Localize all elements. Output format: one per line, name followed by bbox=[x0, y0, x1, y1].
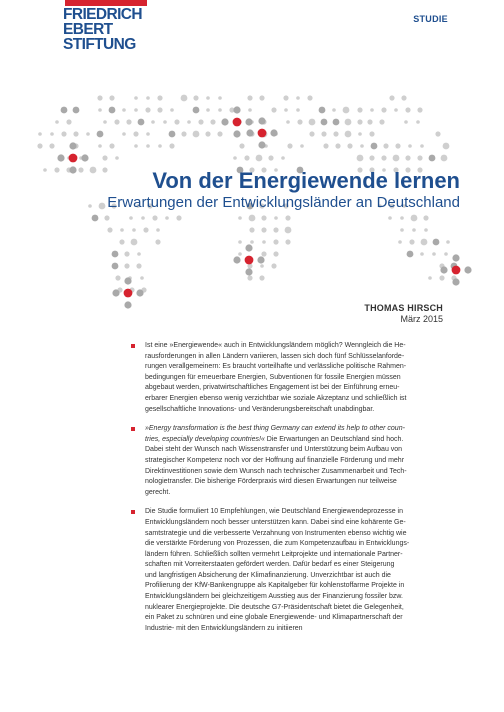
map-dot bbox=[112, 251, 119, 258]
bullet-square-icon bbox=[131, 510, 135, 514]
summary-bullets bbox=[131, 341, 444, 643]
map-dot bbox=[146, 144, 150, 148]
map-dot-highlight bbox=[136, 289, 143, 296]
map-dot bbox=[73, 131, 78, 136]
map-dot bbox=[181, 95, 188, 102]
map-dot bbox=[271, 263, 276, 268]
page-title: Von der Energiewende lernen bbox=[152, 168, 460, 193]
map-dot bbox=[247, 95, 252, 100]
bullet-square-icon bbox=[131, 427, 135, 431]
map-dot bbox=[97, 95, 102, 100]
map-dot bbox=[441, 155, 448, 162]
map-dot bbox=[307, 95, 312, 100]
map-dot bbox=[411, 215, 418, 222]
bullet-text: Ist eine »Energiewende« auch in Entwicklungsländern möglich? Wenngleich die He- rausforderungen in allen Ländern variieren, lassen sich doch fünf Schlüsselanforde- rungen verallgemeinern: Es braucht vorteilhafte und verlässliche politische Rahmen- bedingungen für erneuerbare Energien, Subventionen für fossile Energien müssen abgebaut werden, privatwirtschaftliches Engagement ist bei der Einführung erneu- erbarer Energien ebenso wenig verzichtbar wie soziale Akzeptanz und schließlich ist gesellschaftliche Innovations- und Veränderungsbereitschaft unabdingbar. bbox=[145, 342, 407, 413]
map-dot bbox=[417, 107, 422, 112]
map-dot bbox=[131, 239, 138, 246]
map-dot bbox=[146, 96, 150, 100]
map-dot-highlight bbox=[245, 118, 252, 125]
map-dot bbox=[285, 239, 290, 244]
map-dot bbox=[136, 263, 141, 268]
map-dot bbox=[357, 107, 362, 112]
map-dot bbox=[193, 95, 198, 100]
map-dot-highlight bbox=[112, 289, 119, 296]
map-dot-highlight bbox=[69, 142, 76, 149]
map-dot bbox=[261, 251, 266, 256]
map-dot bbox=[92, 215, 99, 222]
map-dot bbox=[143, 227, 148, 232]
map-dot bbox=[259, 275, 264, 280]
map-dot bbox=[157, 107, 162, 112]
map-dot-red bbox=[258, 129, 267, 138]
map-dot bbox=[439, 275, 444, 280]
map-dot bbox=[296, 96, 300, 100]
map-dot-red bbox=[124, 289, 133, 298]
logo-line-3: STIFTUNG bbox=[63, 36, 136, 53]
map-dot bbox=[250, 240, 254, 244]
map-dot bbox=[321, 119, 328, 126]
map-dot bbox=[155, 239, 160, 244]
map-dot bbox=[114, 119, 119, 124]
bullet-text: Die Studie formuliert 10 Empfehlungen, wie Deutschland Energiewendeprozesse in Entwicklungsländern noch besser unterstützen kann. Dabei sind eine kohärente Ge- samtstrategie und die verbesserte Verzahnung von Instrumenten ebenso wichtig wie die verstärkte Förderung von Prozessen, die zum Kompetenzaufbau in Entwicklungs- ländern führen. Schließlich sollten vermehrt Leitprojekte und internationale Partner- schaften mit Vorreiterstaaten gefördert werden. Dafür bedarf es einer Steigerung und langfristigen Absicherung der Klimafinanzierung. Unverzichtbar ist auch die Profilierung der KfW-Bankengruppe als Kapitalgeber für kohlenstoffarme Projekte in Entwicklungsländern bei gleichzeitigem Ausstieg aus der Finanzierung fossiler bzw. nuklearer Energieprojekte. Die deutsche G7-Präsidentschaft bietet die Gelegenheit, ein Paket zu schnüren und eine globale Energiewende- und Klimapartnerschaft der Industrie- mit den Entwicklungsländern zu initiieren bbox=[145, 508, 410, 632]
map-dot bbox=[433, 239, 440, 246]
map-dot bbox=[381, 107, 386, 112]
map-dot bbox=[174, 119, 179, 124]
map-dot-highlight bbox=[233, 130, 240, 137]
map-dot bbox=[134, 108, 138, 112]
map-dot bbox=[181, 131, 186, 136]
map-dot bbox=[268, 155, 273, 160]
map-dot bbox=[141, 216, 145, 220]
map-dot bbox=[345, 131, 352, 138]
map-dot bbox=[400, 216, 404, 220]
map-dot bbox=[398, 240, 402, 244]
map-dot bbox=[132, 228, 136, 232]
map-dot bbox=[309, 119, 316, 126]
map-dot bbox=[369, 155, 374, 160]
map-dot-red bbox=[245, 256, 254, 265]
map-dot bbox=[137, 252, 141, 256]
map-dot bbox=[169, 131, 176, 138]
map-dot-highlight bbox=[440, 266, 447, 273]
map-dot bbox=[261, 215, 266, 220]
map-dot bbox=[109, 95, 114, 100]
map-dot bbox=[165, 216, 169, 220]
map-dot bbox=[273, 251, 278, 256]
map-dot bbox=[423, 215, 428, 220]
map-dot bbox=[115, 275, 120, 280]
summary-bullet bbox=[131, 341, 444, 415]
map-dot bbox=[432, 252, 436, 256]
map-dot bbox=[138, 119, 145, 126]
map-dot bbox=[408, 144, 412, 148]
map-dot bbox=[134, 144, 138, 148]
map-dot bbox=[151, 120, 155, 124]
map-dot bbox=[158, 144, 162, 148]
publication-date: März 2015 bbox=[400, 314, 443, 324]
map-dot bbox=[61, 107, 68, 114]
map-dot bbox=[335, 143, 340, 148]
map-dot bbox=[321, 131, 326, 136]
map-dot bbox=[107, 227, 112, 232]
map-dot bbox=[389, 95, 394, 100]
map-dot bbox=[343, 107, 350, 114]
map-dot bbox=[50, 132, 54, 136]
logo-line-2: EBERT bbox=[63, 21, 113, 38]
map-dot bbox=[122, 132, 126, 136]
map-dot bbox=[400, 228, 404, 232]
map-dot bbox=[98, 144, 102, 148]
map-dot bbox=[271, 107, 276, 112]
map-dot bbox=[206, 108, 210, 112]
map-dot bbox=[210, 119, 215, 124]
page-subtitle: Erwartungen der Entwicklungsländer an Deutschland bbox=[107, 194, 460, 211]
map-dot bbox=[401, 95, 406, 100]
map-dot bbox=[248, 108, 252, 112]
map-dot bbox=[176, 215, 181, 220]
map-dot-highlight bbox=[270, 129, 277, 136]
map-dot bbox=[104, 215, 109, 220]
map-dot bbox=[109, 107, 116, 114]
map-dot bbox=[444, 252, 448, 256]
map-dot bbox=[286, 120, 290, 124]
map-dot bbox=[435, 131, 440, 136]
map-dot bbox=[124, 263, 129, 268]
map-dot bbox=[405, 155, 410, 160]
map-dot bbox=[218, 96, 222, 100]
map-dot bbox=[205, 131, 210, 136]
map-dot bbox=[217, 131, 222, 136]
map-dot bbox=[347, 143, 352, 148]
map-dot bbox=[405, 107, 410, 112]
map-dot bbox=[287, 143, 292, 148]
map-dot bbox=[122, 108, 126, 112]
map-dot bbox=[285, 227, 292, 234]
map-dot bbox=[383, 143, 388, 148]
map-dot bbox=[247, 275, 252, 280]
bullet-quote: »Energy transformation is the best thing Germany can extend its help to other coun- tries, especially developing countries!« bbox=[145, 425, 405, 443]
map-dot bbox=[409, 239, 414, 244]
map-dot bbox=[61, 131, 66, 136]
map-dot bbox=[109, 143, 114, 148]
map-dot bbox=[404, 120, 408, 124]
map-dot bbox=[169, 143, 174, 148]
map-dot bbox=[393, 155, 400, 162]
map-dot bbox=[420, 252, 424, 256]
map-dot bbox=[119, 239, 124, 244]
map-dot bbox=[260, 264, 264, 268]
map-dot bbox=[443, 143, 450, 150]
map-dot bbox=[371, 143, 378, 150]
map-dot bbox=[170, 108, 174, 112]
map-dot bbox=[370, 108, 374, 112]
map-dot-highlight bbox=[124, 301, 131, 308]
map-dot bbox=[86, 132, 90, 136]
map-dot bbox=[284, 108, 288, 112]
map-dot bbox=[120, 228, 124, 232]
map-dot bbox=[97, 131, 104, 138]
map-dot bbox=[112, 263, 119, 270]
map-dot bbox=[424, 228, 428, 232]
bullet-text bbox=[145, 424, 444, 498]
map-dot bbox=[309, 131, 314, 136]
map-dot bbox=[357, 155, 364, 162]
map-dot bbox=[152, 215, 157, 220]
map-dot bbox=[157, 95, 162, 100]
map-dot bbox=[274, 216, 278, 220]
logo-line-1: FRIEDRICH bbox=[63, 6, 142, 23]
map-dot bbox=[333, 131, 338, 136]
map-dot bbox=[249, 215, 256, 222]
map-dot bbox=[145, 107, 150, 112]
map-dot bbox=[416, 120, 420, 124]
map-dot bbox=[420, 144, 424, 148]
map-dot bbox=[140, 276, 144, 280]
map-dot-highlight bbox=[464, 266, 471, 273]
map-dot bbox=[218, 108, 222, 112]
map-dot bbox=[156, 228, 160, 232]
map-dot bbox=[296, 108, 300, 112]
map-dot bbox=[369, 131, 374, 136]
map-dot bbox=[233, 156, 237, 160]
map-dot bbox=[429, 155, 436, 162]
bullet-square-icon bbox=[131, 344, 135, 348]
map-dot-highlight bbox=[257, 256, 264, 263]
map-dot bbox=[407, 251, 414, 258]
map-dot-highlight bbox=[258, 117, 265, 124]
map-dot bbox=[134, 96, 138, 100]
map-dot-highlight bbox=[452, 278, 459, 285]
map-dot bbox=[37, 143, 42, 148]
map-dot bbox=[379, 119, 384, 124]
map-dot bbox=[49, 143, 54, 148]
map-dot bbox=[381, 155, 386, 160]
map-dot bbox=[126, 119, 131, 124]
map-dot bbox=[262, 240, 266, 244]
map-dot bbox=[103, 120, 107, 124]
map-dot-highlight bbox=[233, 256, 240, 263]
map-dot bbox=[129, 216, 133, 220]
map-dot-highlight bbox=[245, 244, 252, 251]
map-dot-red bbox=[233, 118, 242, 127]
map-dot bbox=[133, 131, 138, 136]
map-dot bbox=[421, 239, 428, 246]
map-dot bbox=[285, 215, 290, 220]
map-dot bbox=[55, 120, 59, 124]
bullet-body: Die Erwartungen an Deutschland sind hoch. Dabei steht der Wunsch nach Wissenstransfer und Unterstützung beim Aufbau von strategischer Kompetenz noch vor der Hoffnung auf finanzielle Förderung und mehr Direktinvestitionen sowie dem Wunsch nach technischer Zusammenarbeit und Tech- nologietransfer. Die bisherige Förderpraxis wird diesen Erwartungen nur teilweise gerecht. bbox=[145, 435, 407, 496]
map-dot bbox=[256, 155, 263, 162]
map-dot bbox=[261, 227, 266, 232]
map-dot bbox=[300, 144, 304, 148]
map-dot bbox=[259, 95, 264, 100]
map-dot bbox=[333, 119, 340, 126]
map-dot bbox=[417, 155, 422, 160]
map-dot bbox=[146, 132, 150, 136]
map-dot bbox=[323, 143, 328, 148]
summary-bullet bbox=[131, 424, 444, 498]
map-dot bbox=[273, 227, 278, 232]
map-dot bbox=[394, 108, 398, 112]
map-dot bbox=[163, 120, 167, 124]
map-dot bbox=[367, 119, 372, 124]
map-dot bbox=[332, 108, 336, 112]
dotted-world-map bbox=[0, 0, 504, 310]
map-dot bbox=[66, 119, 71, 124]
map-dot-highlight bbox=[81, 154, 88, 161]
map-dot-highlight bbox=[233, 106, 240, 113]
map-dot bbox=[239, 143, 244, 148]
map-dot-highlight bbox=[221, 118, 228, 125]
map-dot bbox=[357, 119, 362, 124]
map-dot-red bbox=[69, 154, 78, 163]
map-dot-highlight bbox=[258, 141, 265, 148]
map-dot bbox=[238, 216, 242, 220]
document-type-label: STUDIE bbox=[413, 14, 448, 24]
map-dot bbox=[193, 107, 200, 114]
map-dot bbox=[249, 227, 254, 232]
map-dot bbox=[124, 251, 129, 256]
map-dot bbox=[358, 132, 362, 136]
map-dot-highlight bbox=[452, 254, 459, 261]
map-dot bbox=[273, 239, 278, 244]
map-dot bbox=[446, 240, 450, 244]
map-dot bbox=[206, 96, 210, 100]
map-dot bbox=[238, 252, 242, 256]
summary-bullet bbox=[131, 507, 444, 634]
map-dot bbox=[98, 108, 102, 112]
map-dot bbox=[244, 155, 249, 160]
map-dot bbox=[115, 156, 119, 160]
map-dot bbox=[238, 240, 242, 244]
map-dot bbox=[193, 131, 200, 138]
map-dot bbox=[38, 132, 42, 136]
map-dot bbox=[187, 120, 191, 124]
map-dot-highlight bbox=[57, 154, 64, 161]
map-dot bbox=[198, 119, 203, 124]
map-dot bbox=[319, 107, 326, 114]
map-dot-red bbox=[452, 266, 461, 275]
map-dot bbox=[395, 143, 400, 148]
author-name: THOMAS HIRSCH bbox=[364, 303, 443, 313]
map-dot-highlight bbox=[124, 277, 131, 284]
map-dot bbox=[297, 119, 302, 124]
map-dot bbox=[345, 119, 352, 126]
map-dot-highlight bbox=[245, 268, 252, 275]
map-dot bbox=[73, 107, 80, 114]
map-dot bbox=[281, 156, 285, 160]
map-dot bbox=[283, 95, 288, 100]
map-dot-highlight bbox=[246, 129, 253, 136]
map-dot bbox=[428, 276, 432, 280]
map-dot bbox=[360, 144, 364, 148]
map-dot bbox=[102, 155, 107, 160]
map-dot bbox=[412, 228, 416, 232]
map-dot bbox=[388, 216, 392, 220]
